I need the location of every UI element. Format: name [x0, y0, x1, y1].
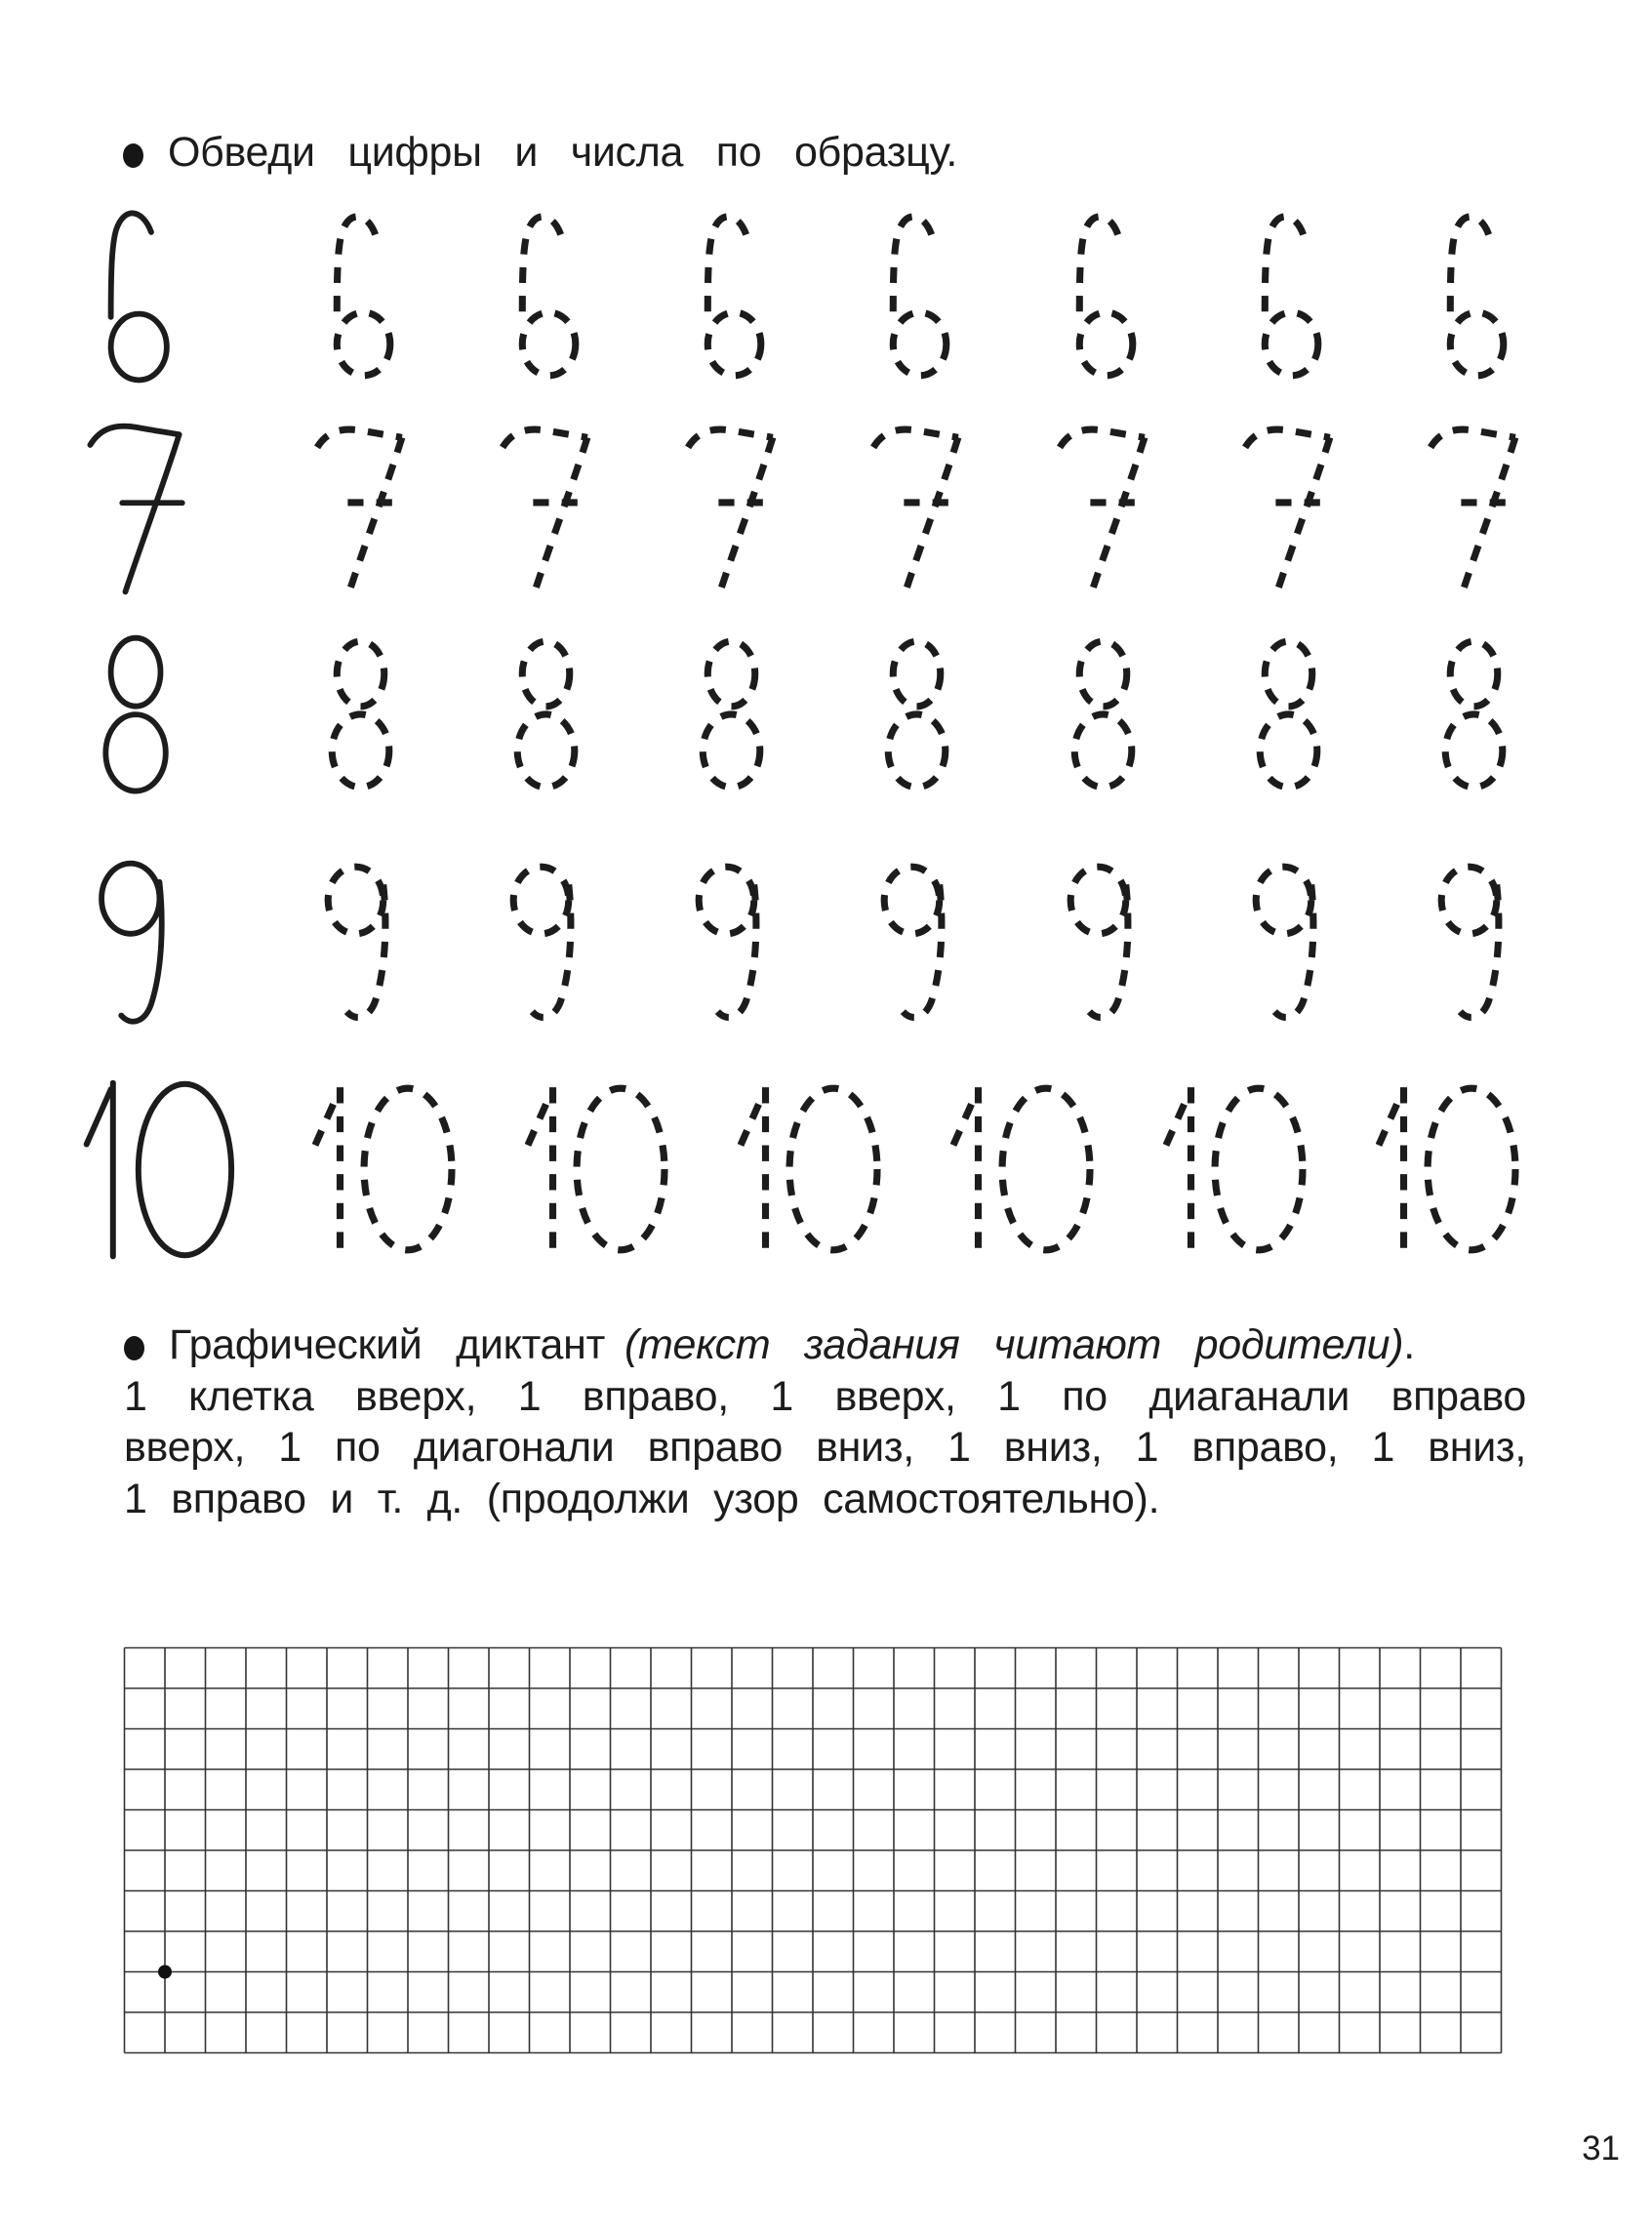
- trace-numeral-10: [948, 1079, 1097, 1259]
- dashed-cells: [310, 1079, 1522, 1259]
- dictation-line: вверх, 1 по диагонали вправо вниз, 1 вниз, 1 вправо, 1 вниз,: [124, 1424, 1526, 1471]
- trace-numeral-10: [1161, 1079, 1310, 1259]
- dictation-title: Графический диктант: [169, 1321, 605, 1368]
- dictation-title-period: .: [1403, 1321, 1415, 1368]
- trace-numeral-7: [866, 417, 965, 596]
- sample-numeral-7: [83, 412, 186, 602]
- trace-numeral-9: [310, 856, 409, 1035]
- sample-cell: [83, 851, 310, 1041]
- sample-numeral-10: [83, 1074, 237, 1265]
- trace-numeral-8: [866, 630, 965, 810]
- trace-numeral-10: [1374, 1079, 1522, 1259]
- sample-numeral-6: [83, 199, 186, 389]
- dictation-title-line: [124, 1319, 1526, 1371]
- bullet-icon: [123, 143, 143, 168]
- trace-numeral-6: [866, 204, 965, 384]
- trace-numeral-7: [1424, 417, 1522, 596]
- trace-numeral-8: [310, 630, 409, 810]
- trace-numeral-6: [496, 204, 594, 384]
- trace-numeral-9: [1424, 856, 1522, 1035]
- sample-cell: [83, 199, 310, 389]
- trace-numeral-10: [736, 1079, 884, 1259]
- dictation-instruction: [124, 1319, 1526, 1524]
- sample-numeral-8: [83, 626, 186, 816]
- start-dot: [158, 1966, 172, 1979]
- dictation-line: 1 клетка вверх, 1 вправо, 1 вверх, 1 по диаганали вправо: [124, 1372, 1526, 1420]
- trace-numeral-6: [1053, 204, 1151, 384]
- trace-numeral-8: [496, 630, 594, 810]
- trace-numeral-7: [681, 417, 780, 596]
- sample-numeral-9: [83, 851, 186, 1041]
- trace-instruction: [123, 129, 957, 177]
- dashed-cells: [310, 417, 1522, 596]
- grid-svg: [123, 1646, 1503, 2054]
- trace-numeral-9: [1238, 856, 1337, 1035]
- trace-row-7: [83, 411, 1522, 602]
- trace-numeral-10: [310, 1079, 459, 1259]
- trace-numeral-8: [681, 630, 780, 810]
- bullet-icon: [124, 1336, 144, 1360]
- sample-cell: [83, 412, 310, 602]
- dictation-body: [124, 1371, 1526, 1525]
- sample-cell: [83, 1074, 310, 1265]
- trace-numeral-6: [1424, 204, 1522, 384]
- trace-numeral-9: [681, 856, 780, 1035]
- trace-numeral-7: [310, 417, 409, 596]
- sample-cell: [83, 626, 310, 816]
- trace-instruction-text: Обведи цифры и числа по образцу.: [168, 129, 958, 176]
- trace-numeral-10: [523, 1079, 671, 1259]
- trace-numeral-9: [866, 856, 965, 1035]
- trace-row-10: [83, 1074, 1522, 1265]
- dashed-cells: [310, 630, 1522, 810]
- trace-numeral-8: [1424, 630, 1522, 810]
- trace-row-9: [83, 850, 1522, 1041]
- trace-row-8: [83, 625, 1522, 816]
- trace-numeral-8: [1238, 630, 1337, 810]
- dashed-cells: [310, 856, 1522, 1035]
- trace-numeral-7: [496, 417, 594, 596]
- page-number: 31: [1582, 2129, 1620, 2168]
- trace-row-6: [83, 198, 1522, 389]
- dictation-grid: [123, 1646, 1503, 2059]
- trace-numeral-9: [1053, 856, 1151, 1035]
- trace-numeral-6: [310, 204, 409, 384]
- trace-numeral-8: [1053, 630, 1151, 810]
- dictation-line: 1 вправо и т. д. (продолжи узор самостоятельно).: [124, 1475, 1160, 1522]
- dashed-cells: [310, 204, 1522, 384]
- trace-numeral-6: [1238, 204, 1337, 384]
- trace-numeral-7: [1053, 417, 1151, 596]
- dictation-title-note: (текст задания читают родители): [625, 1321, 1404, 1368]
- trace-numeral-7: [1238, 417, 1337, 596]
- trace-numeral-6: [681, 204, 780, 384]
- trace-numeral-9: [496, 856, 594, 1035]
